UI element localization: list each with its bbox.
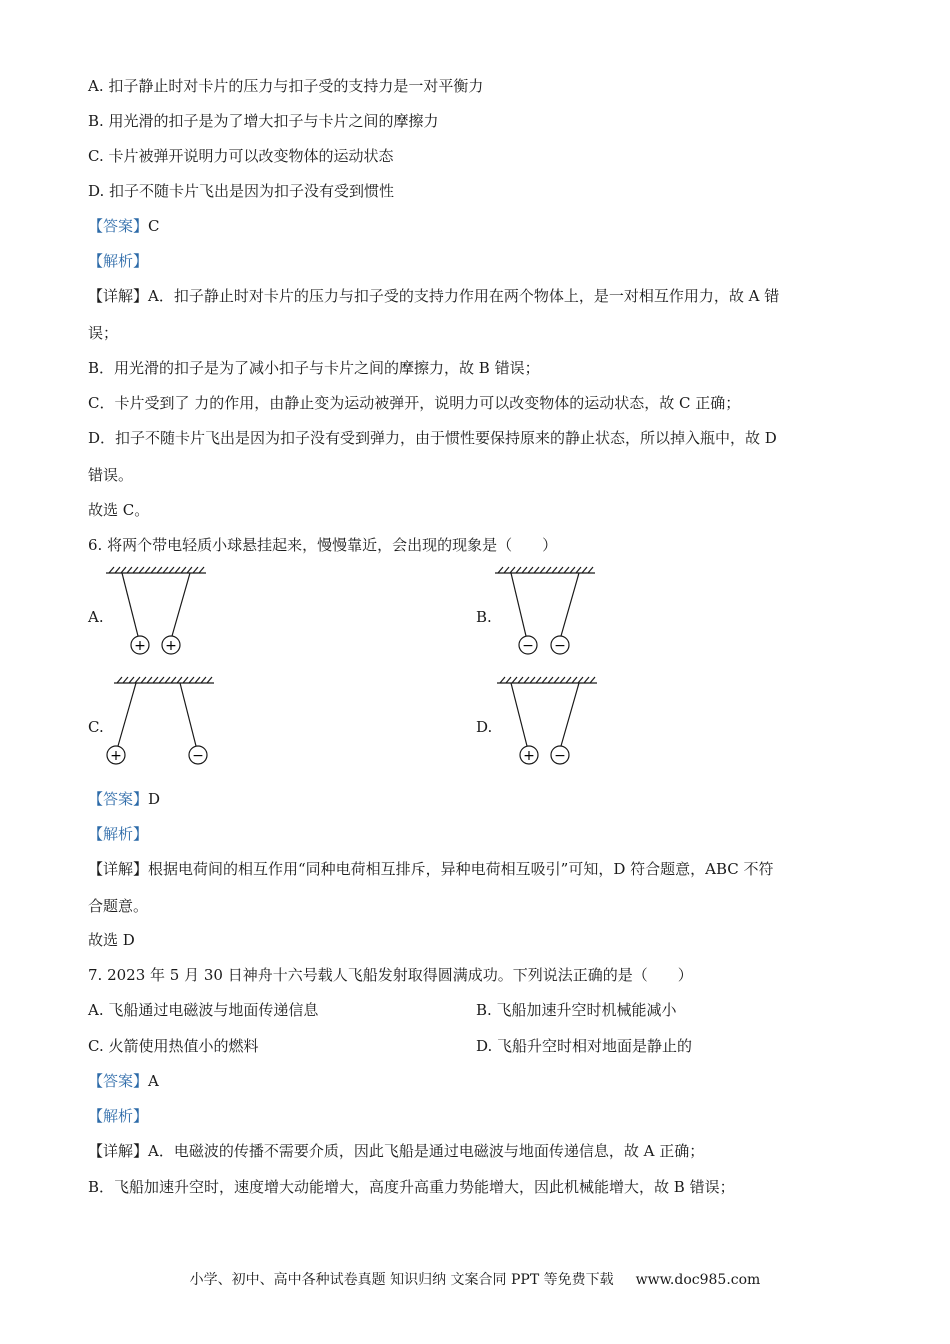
page-footer (0, 1270, 950, 1290)
detail-tag: 【详解】 (88, 287, 149, 305)
q6-choose: 故选 D (88, 931, 135, 949)
q5-answer (88, 216, 160, 236)
q6-figure-d (493, 676, 603, 768)
q6-detail-cont: 合题意。 (88, 897, 149, 915)
footer-url[interactable]: www.doc985.com (635, 1272, 761, 1288)
ceiling (497, 677, 597, 746)
detail-tag: 【详解】 (88, 860, 149, 878)
answer-tag: 【答案】 (88, 1072, 149, 1090)
charge-label: − (522, 638, 534, 654)
charge-label: − (554, 638, 566, 654)
q5-detail-a: 【详解】A．扣子静止时对卡片的压力与扣子受的支持力作用在两个物体上，是一对相互作用力，故 A 错 (88, 287, 780, 305)
answer-tag: 【答案】 (88, 217, 149, 235)
q5-option-b: B. 用光滑的扣子是为了增大扣子与卡片之间的摩擦力 (88, 112, 439, 130)
charge-label: + (165, 638, 177, 654)
ceiling (114, 677, 214, 746)
q7-stem: 7. 2023 年 5 月 30 日神舟十六号载人飞船发射取得圆满成功。下列说法正确的是（ ） (88, 966, 693, 984)
q5-choose: 故选 C。 (88, 501, 150, 519)
charge-label: + (134, 638, 146, 654)
answer-value: C (148, 217, 160, 235)
q5-analysis-tag: 【解析】 (88, 252, 149, 270)
q5-option-d: D. 扣子不随卡片飞出是因为扣子没有受到惯性 (88, 182, 395, 200)
q6-label-a: A. (88, 608, 104, 626)
q6-detail: 【详解】根据电荷间的相互作用“同种电荷相互排斥，异种电荷相互吸引”可知，D 符合题意，ABC 不符 (88, 860, 774, 878)
answer-value: A (148, 1072, 159, 1090)
q5-detail-b: B．用光滑的扣子是为了减小扣子与卡片之间的摩擦力，故 B 错误； (88, 359, 540, 377)
footer-text: 小学、初中、高中各种试卷真题 知识归纳 文案合同 PPT 等免费下载 (189, 1272, 614, 1288)
q6-figure-b (493, 566, 603, 658)
q6-analysis-tag: 【解析】 (88, 825, 149, 843)
q6-stem: 6. 将两个带电轻质小球悬挂起来，慢慢靠近，会出现的现象是（ ） (88, 536, 558, 554)
q7-option-b: B. 飞船加速升空时机械能减小 (476, 1001, 677, 1019)
ceiling (495, 567, 595, 636)
q5-option-a: A. 扣子静止时对卡片的压力与扣子受的支持力是一对平衡力 (88, 77, 484, 95)
q6-figure-a (104, 566, 214, 658)
q7-answer (88, 1071, 159, 1091)
q7-detail-b: B．飞船加速升空时，速度增大动能增大，高度升高重力势能增大，因此机械能增大，故 B 错误； (88, 1178, 735, 1196)
charge-label: + (523, 748, 535, 764)
q6-label-d: D. (476, 718, 493, 736)
q6-label-c: C. (88, 718, 104, 736)
charge-label: − (192, 748, 204, 764)
charge-label: − (554, 748, 566, 764)
answer-tag: 【答案】 (88, 790, 149, 808)
q7-option-a: A. 飞船通过电磁波与地面传递信息 (88, 1001, 319, 1019)
q5-detail-c: C．卡片受到了 力的作用，由静止变为运动被弹开，说明力可以改变物体的运动状态，故 C 正确； (88, 394, 741, 412)
q6-figure-c (104, 676, 219, 768)
q5-option-c: C. 卡片被弹开说明力可以改变物体的运动状态 (88, 147, 394, 165)
detail-tag: 【详解】 (88, 1142, 149, 1160)
q7-option-d: D. 飞船升空时相对地面是静止的 (476, 1037, 693, 1055)
q5-detail-d: D．扣子不随卡片飞出是因为扣子没有受到弹力，由于惯性要保持原来的静止状态，所以掉入瓶中，故 D (88, 429, 777, 447)
q7-analysis-tag: 【解析】 (88, 1107, 149, 1125)
q6-answer (88, 789, 160, 809)
charge-label: + (110, 748, 122, 764)
q5-detail-a-cont: 误； (88, 324, 119, 342)
q5-detail-d-cont: 错误。 (88, 466, 134, 484)
q6-label-b: B. (476, 608, 492, 626)
q7-detail-a: 【详解】A．电磁波的传播不需要介质，因此飞船是通过电磁波与地面传递信息，故 A 正确； (88, 1142, 705, 1160)
answer-value: D (148, 790, 161, 808)
q7-option-c: C. 火箭使用热值小的燃料 (88, 1037, 259, 1055)
ceiling (106, 567, 206, 636)
